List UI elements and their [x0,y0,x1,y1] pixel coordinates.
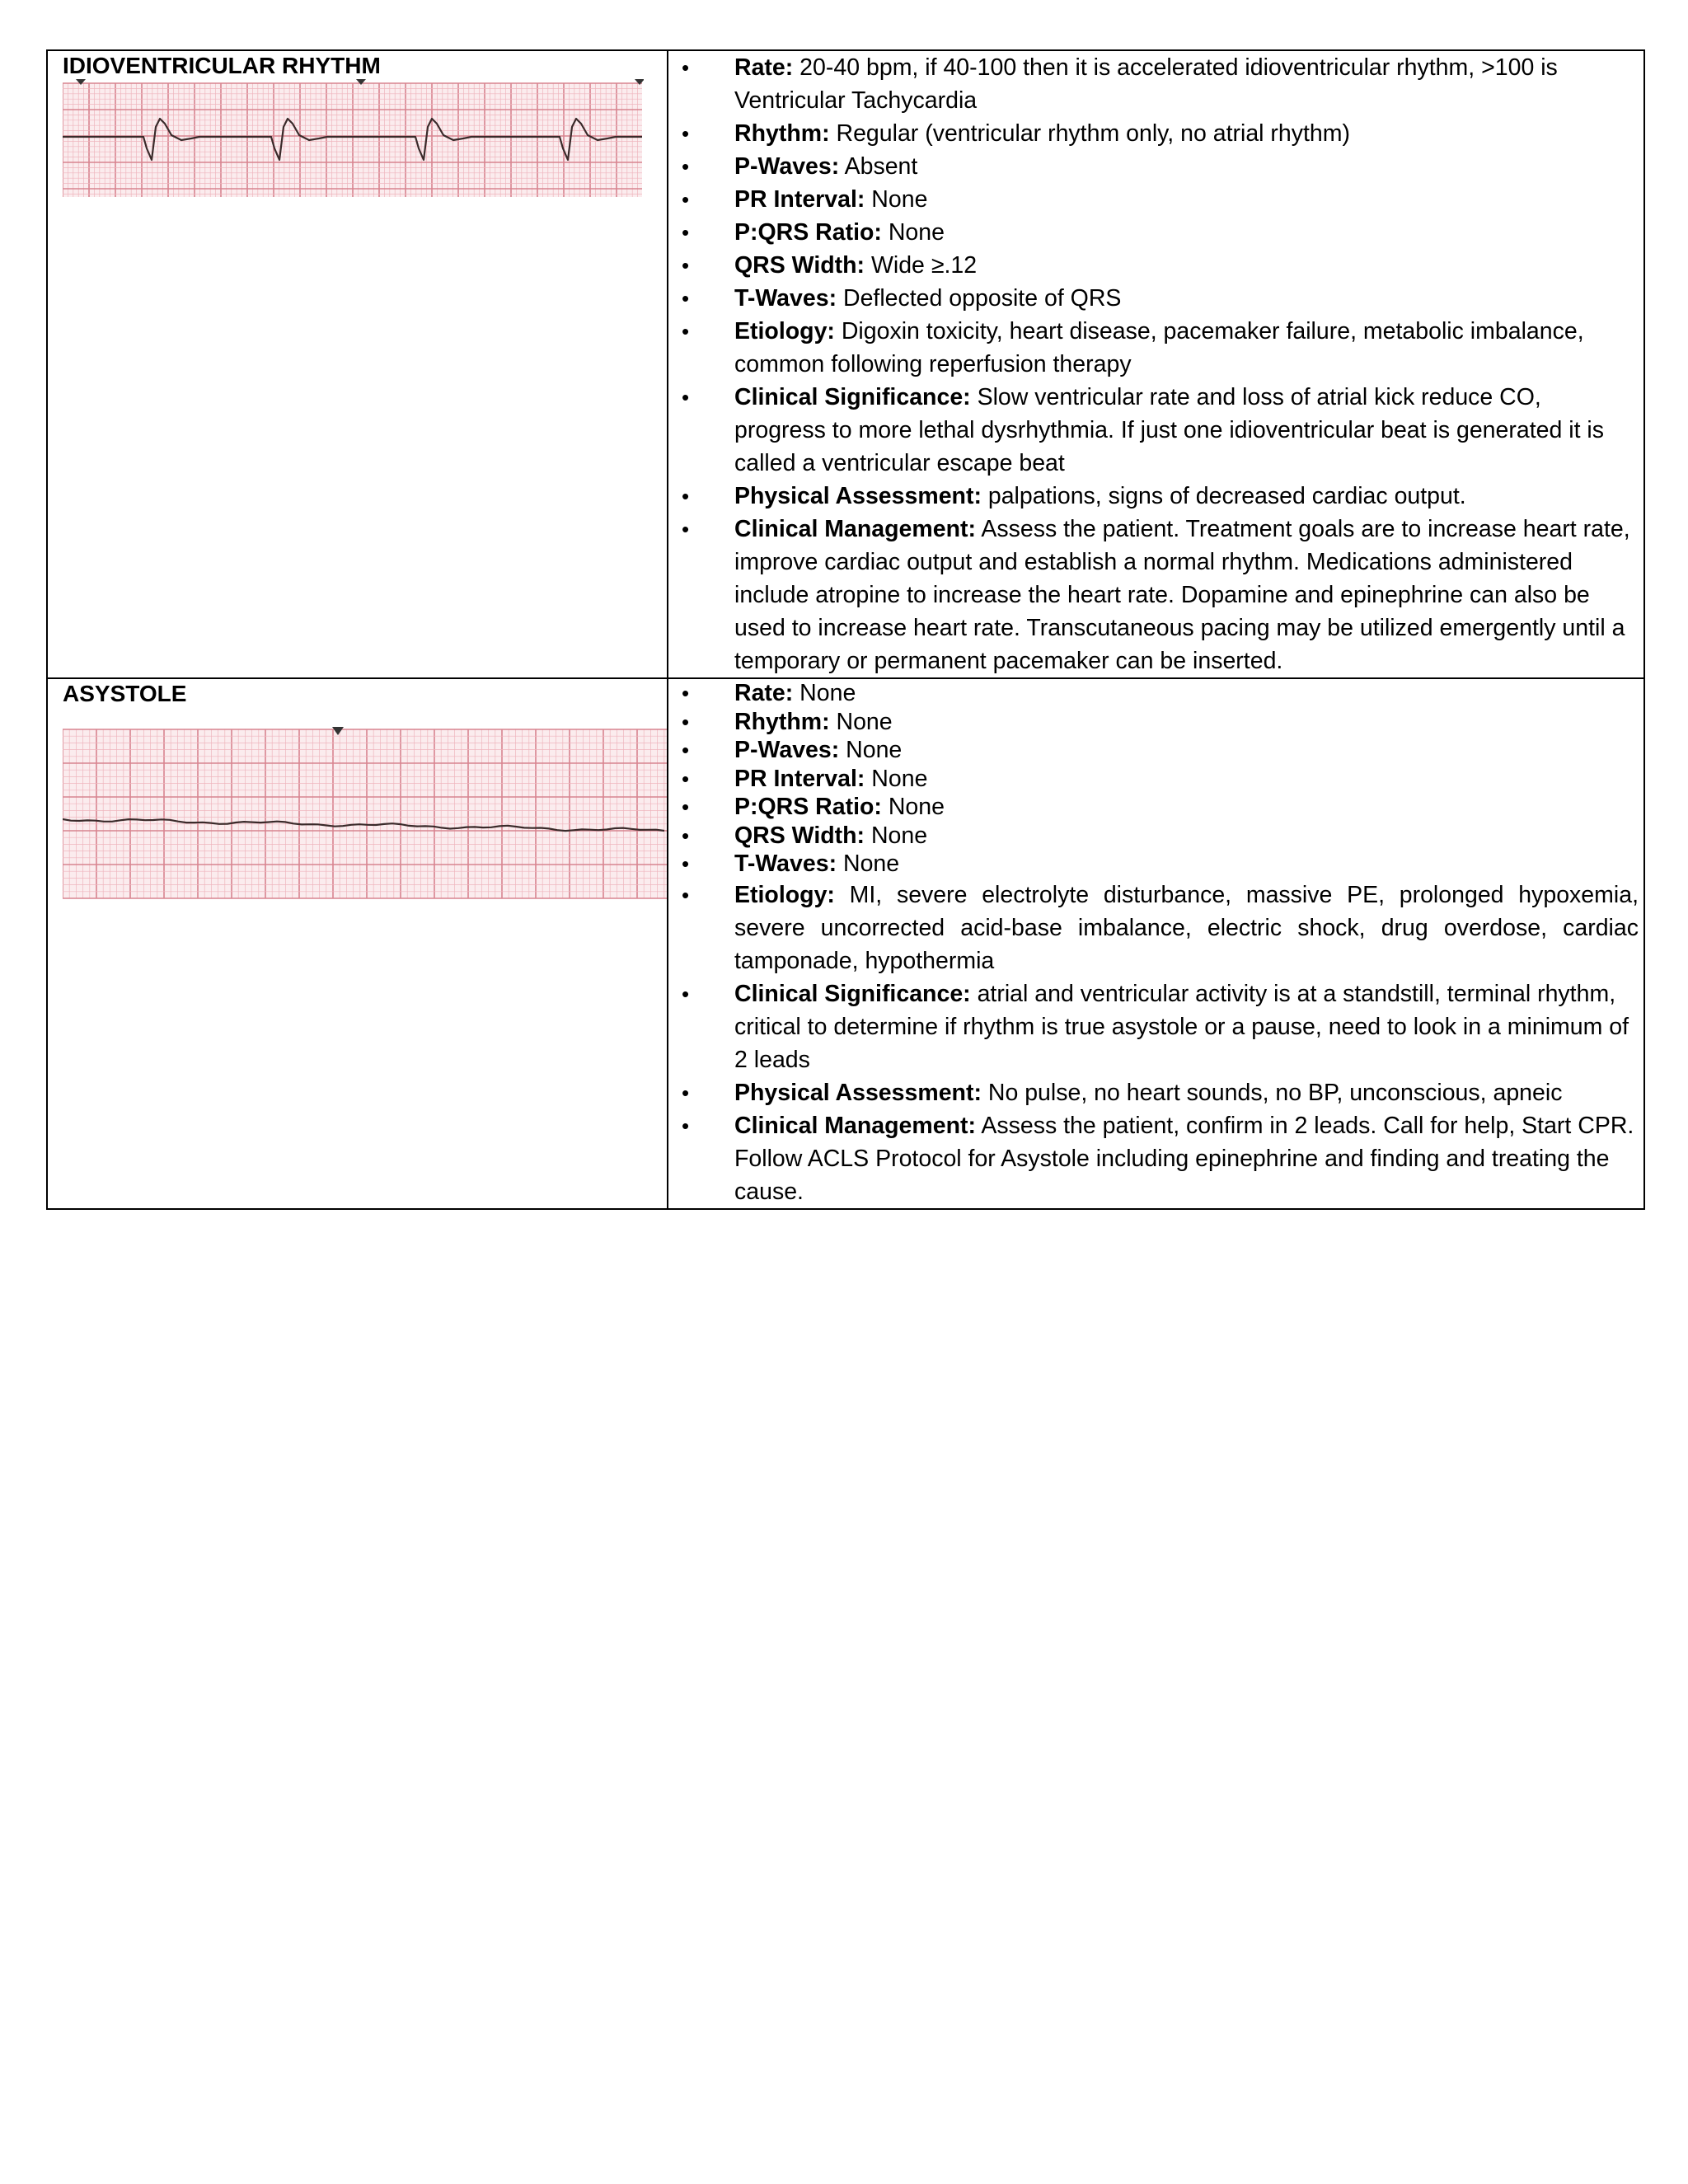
bullet-icon: • [682,823,690,848]
rhythm-title: IDIOVENTRICULAR RHYTHM [63,53,381,78]
ecg-strip-asystole [63,727,667,900]
fact-p-waves: • P-Waves: None [682,737,903,763]
fact-clinical-management: • Clinical Management: Assess the patient. Treatment goals are to increase heart rate, improve cardiac output and establish a normal rhythm. Medications administered include atropine to increase the heart rate. Dopamine and epinephrine can also be used to increase heart rate. Transcutaneous pacing may be utilized emergently until a temporary or permanent pacemaker can be inserted. [668,513,1639,677]
bullet-icon: • [682,1113,690,1138]
fact-clinical-management: • Clinical Management: Assess the patient, confirm in 2 leads. Call for help, Start CPR. Follow ACLS Protocol for Asystole including epinephrine and finding and treating the cause. [668,1109,1639,1208]
fact-physical-assessment: • Physical Assessment: No pulse, no heart sounds, no BP, unconscious, apneic [668,1076,1639,1109]
bullet-icon: • [682,738,690,762]
fact-rate: • Rate: None [682,680,856,706]
rhythm-row-asystole [47,678,1644,1209]
rhythm-title: ASYSTOLE [63,681,187,706]
bullet-icon: • [682,187,690,212]
bullet-icon: • [682,121,690,146]
bullet-icon: • [682,981,690,1006]
fact-rhythm: • Rhythm: None [682,708,893,735]
bullet-icon: • [682,319,690,344]
bullet-icon: • [682,286,690,311]
bullet-icon: • [682,681,690,705]
fact-qrs-width: • QRS Width: Wide ≥.12 [668,249,1639,282]
rhythm-facts-cell [668,50,1644,678]
bullet-icon: • [682,55,690,80]
rhythm-facts-cell [668,678,1644,1209]
bullet-icon: • [682,484,690,509]
rhythm-name-cell [47,678,668,1209]
fact-rhythm: • Rhythm: Regular (ventricular rhythm only, no atrial rhythm) [668,117,1639,150]
fact-etiology: • Etiology: MI, severe electrolyte disturbance, massive PE, prolonged hypoxemia, severe uncorrected acid-base imbalance, electric shock, drug overdose, cardiac tamponade, hypothermia [668,879,1639,977]
ecg-grid [63,729,667,898]
bullet-icon: • [682,154,690,179]
rhythm-name-cell [47,50,668,678]
fact-rate: • Rate: 20-40 bpm, if 40-100 then it is accelerated idioventricular rhythm, >100 is Ventricular Tachycardia [668,51,1639,117]
fact-t-waves: • T-Waves: Deflected opposite of QRS [668,282,1639,315]
fact-t-waves: • T-Waves: None [682,851,900,877]
rhythm-row-idioventricular [47,50,1644,678]
bullet-icon: • [682,851,690,876]
bullet-icon: • [682,253,690,278]
ecg-strip-idioventricular [63,79,644,199]
fact-clinical-significance: • Clinical Significance: atrial and ventricular activity is at a standstill, terminal rhythm, critical to determine if rhythm is true asystole or a pause, need to look in a minimum of 2 leads [668,977,1639,1076]
fact-clinical-significance: • Clinical Significance: Slow ventricular rate and loss of atrial kick reduce CO, progress to more lethal dysrhythmia. If just one idioventricular beat is generated it is called a ventricular escape beat [668,381,1639,480]
ecg-grid [63,83,642,197]
fact-p-waves: • P-Waves: Absent [668,150,1639,183]
bullet-icon: • [682,766,690,791]
bullet-icon: • [682,220,690,245]
fact-p-qrs-ratio: • P:QRS Ratio: None [668,216,1639,249]
fact-pr-interval: • PR Interval: None [668,183,1639,216]
bullet-icon: • [682,794,690,819]
facts-list [668,679,1643,1208]
fact-etiology: • Etiology: Digoxin toxicity, heart disease, pacemaker failure, metabolic imbalance, common following reperfusion therapy [668,315,1639,381]
bullet-icon: • [682,517,690,541]
bullet-icon: • [682,385,690,410]
bullet-icon: • [682,1080,690,1105]
fact-pr-interval: • PR Interval: None [682,765,928,792]
rhythm-table [46,49,1645,1210]
bullet-icon: • [682,882,690,907]
fact-p-qrs-ratio: • P:QRS Ratio: None [682,794,945,820]
fact-qrs-width: • QRS Width: None [682,822,928,849]
fact-physical-assessment: • Physical Assessment: palpations, signs of decreased cardiac output. [668,480,1639,513]
bullet-icon: • [682,709,690,734]
facts-list [668,51,1643,677]
